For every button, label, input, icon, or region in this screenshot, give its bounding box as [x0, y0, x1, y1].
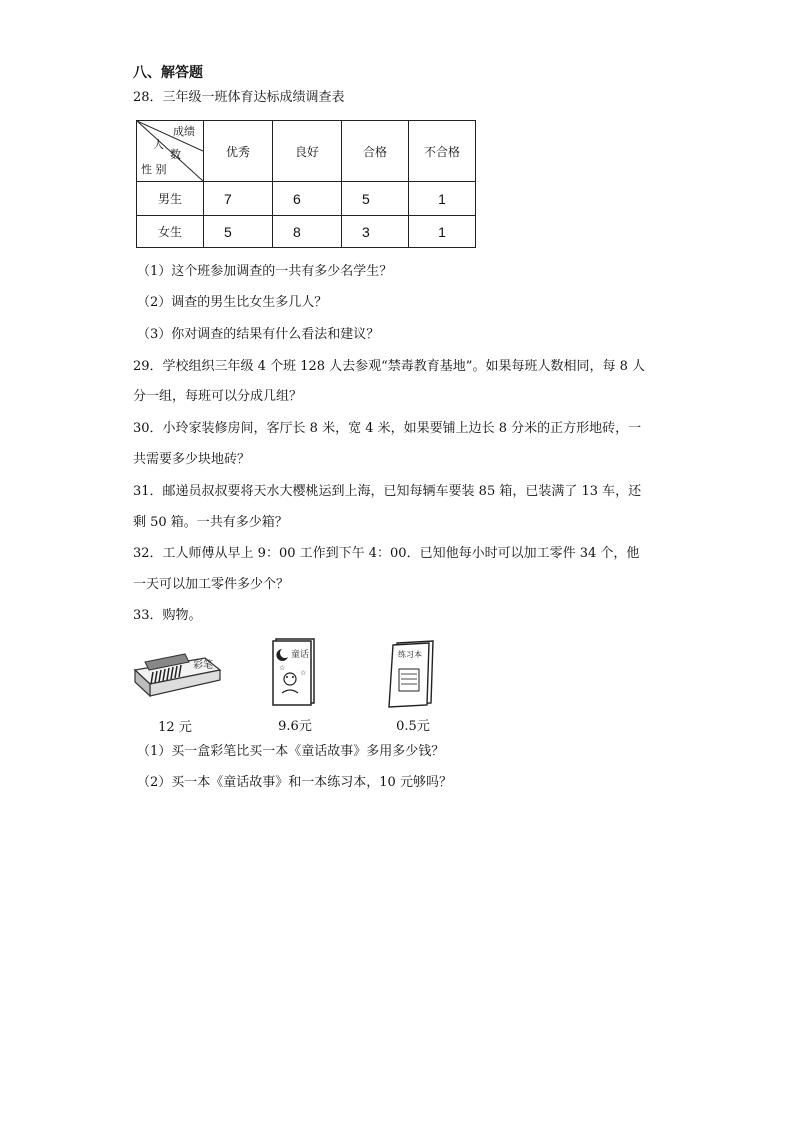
corner-label-gender: 性 别 [141, 163, 167, 176]
product-exercise-book [387, 637, 439, 734]
question-29-line2: 分一组，每班可以分成几组？ [133, 389, 303, 404]
cell-boys-pass: 5 [342, 182, 409, 216]
corner-label-people-a: 人 [153, 138, 164, 151]
question-28-stem: 28．三年级一班体育达标成绩调查表 [133, 90, 345, 105]
col-header-pass: 合格 [342, 121, 409, 182]
price-exercise-book: 0.5元 [396, 719, 430, 734]
row-label-girls: 女生 [137, 216, 204, 248]
table-corner-header [137, 121, 204, 182]
question-33-stem: 33．购物。 [133, 608, 202, 623]
question-32-line2: 一天可以加工零件多少个？ [133, 577, 290, 592]
grades-table [136, 120, 476, 248]
product-images [125, 640, 455, 735]
product-crayons [125, 640, 225, 735]
cell-girls-fail: 1 [409, 216, 476, 248]
cell-girls-pass: 3 [342, 216, 409, 248]
cell-boys-good: 6 [273, 182, 342, 216]
svg-text:☆: ☆ [279, 664, 286, 672]
question-29-line1: 29．学校组织三年级 4 个班 128 人去参观“禁毒教育基地”。如果每班人数相同，每 8 人 [133, 359, 645, 374]
question-31-line1: 31．邮递员叔叔要将天水大樱桃运到上海，已知每辆车要装 85 箱，已装满了 13 车，还 [133, 484, 642, 499]
price-fairy-tale-book: 9.6元 [278, 719, 312, 734]
question-33-sub2: （2）买一本《童话故事》和一本练习本，10 元够吗？ [137, 775, 452, 790]
exercise-book-label: 练习本 [398, 650, 422, 659]
exercise-book-icon [387, 637, 439, 709]
corner-label-people-b: 数 [170, 148, 181, 161]
table-row-boys [137, 182, 476, 216]
book-title-label: 童话 [291, 650, 310, 660]
question-31-line2: 剩 50 箱。一共有多少箱？ [133, 515, 288, 530]
cell-girls-excellent: 5 [204, 216, 273, 248]
question-33-sub1: （1）买一盒彩笔比买一本《童话故事》多用多少钱？ [137, 744, 445, 759]
corner-label-grade: 成绩 [173, 125, 195, 138]
question-28-sub3: （3）你对调查的结果有什么看法和建议？ [137, 327, 380, 342]
table-header-row [137, 121, 476, 182]
question-28-sub2: （2）调查的男生比女生多几人？ [137, 295, 328, 310]
fairy-tale-book-icon [270, 635, 320, 709]
question-30-line2: 共需要多少块地砖？ [133, 452, 251, 467]
col-header-fail: 不合格 [409, 121, 476, 182]
table-row-girls [137, 216, 476, 248]
cell-girls-good: 8 [273, 216, 342, 248]
row-label-boys: 男生 [137, 182, 204, 216]
price-crayons: 12 元 [158, 720, 192, 735]
col-header-good: 良好 [273, 121, 342, 182]
section-title: 八、解答题 [133, 65, 203, 81]
svg-text:☆: ☆ [300, 669, 307, 677]
cell-boys-excellent: 7 [204, 182, 273, 216]
crayon-box-label: 彩笔 [193, 660, 213, 671]
product-fairy-tale-book [270, 635, 320, 734]
question-32-line1: 32．工人师傅从早上 9：00 工作到下午 4：00．已知他每小时可以加工零件 34 个，他 [133, 546, 640, 561]
question-28-sub1: （1）这个班参加调查的一共有多少名学生？ [137, 264, 393, 279]
crayon-box-icon [125, 640, 225, 710]
col-header-excellent: 优秀 [204, 121, 273, 182]
cell-boys-fail: 1 [409, 182, 476, 216]
question-30-line1: 30．小玲家装修房间，客厅长 8 米，宽 4 米，如果要铺上边长 8 分米的正方形地砖，一 [133, 421, 642, 436]
